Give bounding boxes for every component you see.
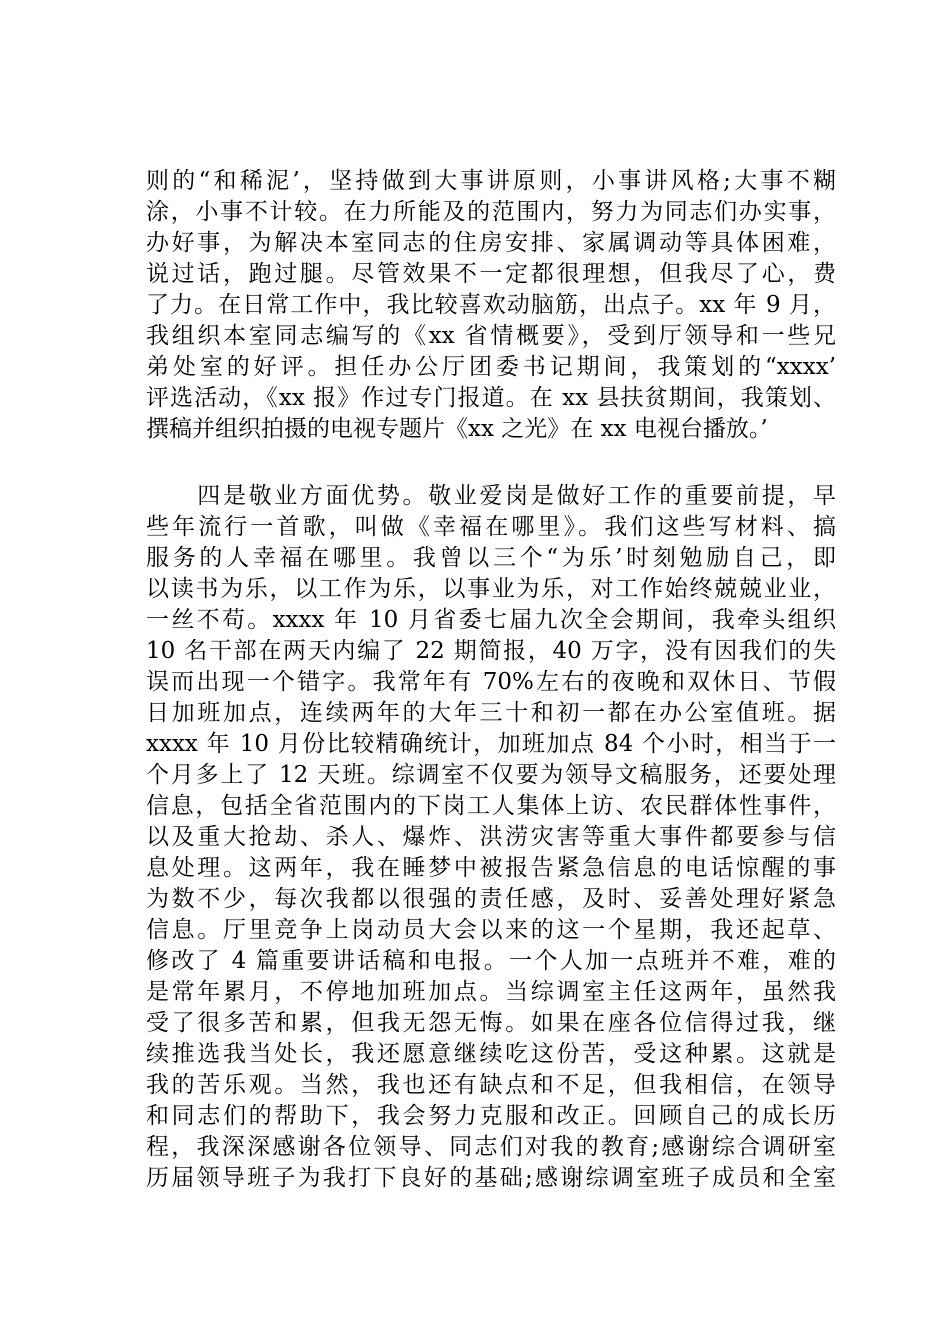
text-line: xxxx 年 10 月份比较精确统计，加班加点 84 个小时，相当于一 bbox=[146, 731, 836, 757]
text-line: 为数不少，每次我都以很强的责任感，及时、妥善处理好紧急 bbox=[146, 886, 836, 912]
paragraph-dedication-advantage bbox=[146, 481, 836, 1194]
text-line: 了力。在日常工作中，我比较喜欢动脑筋，出点子。xx 年 9 月， bbox=[146, 292, 836, 318]
text-line: 信息，包括全省范围内的下岗工人集体上访、农民群体性事件， bbox=[146, 793, 836, 819]
text-line: 些年流行一首歌，叫做《幸福在哪里》。我们这些写材料、搞 bbox=[146, 514, 836, 540]
text-line: 日加班加点，连续两年的大年三十和初一都在办公室值班。据 bbox=[146, 700, 836, 726]
text-line: 续推选我当处长，我还愿意继续吃这份苦，受这种累。这就是 bbox=[146, 1041, 836, 1067]
text-line: 信息。厅里竞争上岗动员大会以来的这一个星期，我还起草、 bbox=[146, 917, 836, 943]
text-line: 一丝不苟。xxxx 年 10 月省委七届九次全会期间，我牵头组织 bbox=[146, 607, 836, 633]
text-line: 误而出现一个错字。我常年有 70%左右的夜晚和双休日、节假 bbox=[146, 669, 836, 695]
text-line: 以及重大抢劫、杀人、爆炸、洪涝灾害等重大事件都要参与信 bbox=[146, 824, 836, 850]
text-line: 修改了 4 篇重要讲话稿和电报。一个人加一点班并不难，难的 bbox=[146, 948, 836, 974]
text-line: 以读书为乐，以工作为乐，以事业为乐，对工作始终兢兢业业， bbox=[146, 576, 836, 602]
text-line: 撰稿并组织拍摄的电视专题片《xx 之光》在 xx 电视台播放。’ bbox=[146, 416, 768, 442]
text-line: 办好事，为解决本室同志的住房安排、家属调动等具体困难， bbox=[146, 230, 836, 256]
text-line: 程，我深深感谢各位领导、同志们对我的教育;感谢综合调研室 bbox=[146, 1134, 836, 1160]
text-line: 历届领导班子为我打下良好的基础;感谢综调室班子成员和全室 bbox=[146, 1165, 836, 1191]
text-line: 息处理。这两年，我在睡梦中被报告紧急信息的电话惊醒的事 bbox=[146, 855, 836, 881]
text-line: 个月多上了 12 天班。综调室不仅要为领导文稿服务，还要处理 bbox=[146, 762, 836, 788]
text-line: 四是敬业方面优势。敬业爱岗是做好工作的重要前提，早 bbox=[146, 483, 836, 509]
text-line: 10 名干部在两天内编了 22 期简报，40 万字，没有因我们的失 bbox=[146, 638, 836, 664]
text-line: 受了很多苦和累，但我无怨无悔。如果在座各位信得过我，继 bbox=[146, 1010, 836, 1036]
text-line: 我的苦乐观。当然，我也还有缺点和不足，但我相信，在领导 bbox=[146, 1072, 836, 1098]
text-line: 和同志们的帮助下，我会努力克服和改正。回顾自己的成长历 bbox=[146, 1103, 836, 1129]
paragraph-continuation bbox=[146, 166, 836, 445]
text-line: 则的“和稀泥’，坚持做到大事讲原则，小事讲风格;大事不糊 bbox=[146, 168, 836, 194]
text-line: 评选活动，《xx 报》作过专门报道。在 xx 县扶贫期间，我策划、 bbox=[146, 385, 836, 411]
text-line: 我组织本室同志编写的《xx 省情概要》，受到厅领导和一些兄 bbox=[146, 323, 836, 349]
text-line: 是常年累月，不停地加班加点。当综调室主任这两年，虽然我 bbox=[146, 979, 836, 1005]
text-line: 服务的人幸福在哪里。我曾以三个“为乐’时刻勉励自己，即 bbox=[146, 545, 836, 571]
text-line: 弟处室的好评。担任办公厅团委书记期间，我策划的“xxxx’ bbox=[146, 354, 836, 380]
text-line: 说过话，跑过腿。尽管效果不一定都很理想，但我尽了心，费 bbox=[146, 261, 836, 287]
text-line: 涂，小事不计较。在力所能及的范围内，努力为同志们办实事， bbox=[146, 199, 836, 225]
